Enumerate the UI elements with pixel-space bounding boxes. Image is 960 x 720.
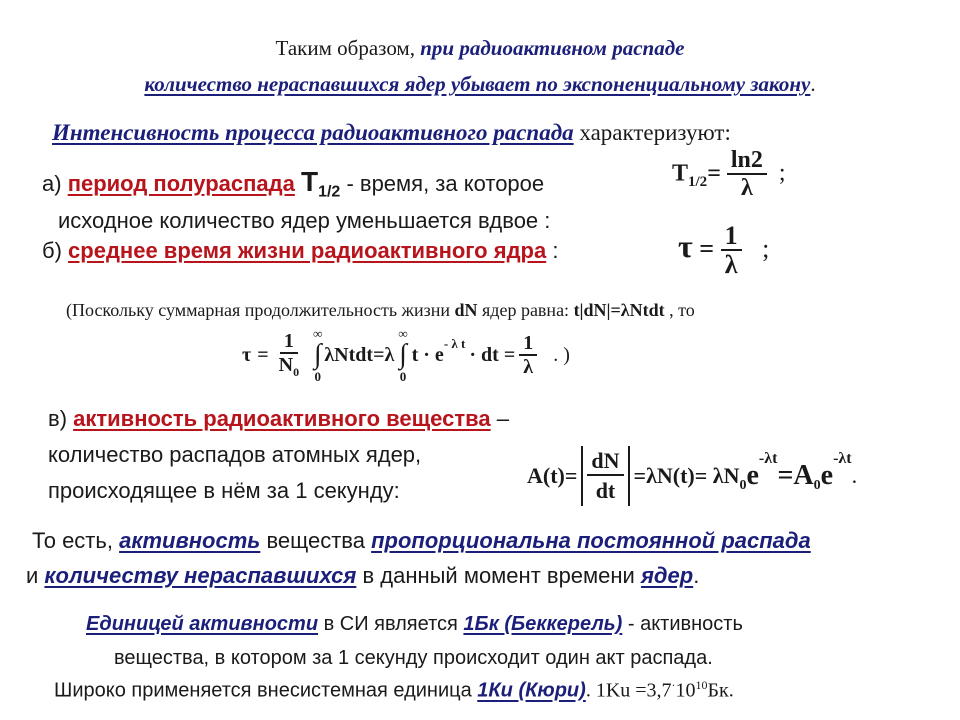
note-expression: t|dN|=λNtdt (573, 300, 665, 320)
lifetime-note (66, 300, 695, 321)
half-life-formula (672, 148, 786, 202)
formula-a-end: ; (778, 160, 786, 187)
intro-emphasis: при радиоактивном распаде (420, 36, 685, 60)
item-c-dash: – (490, 406, 509, 431)
item-a-line-2: исходное количество ядер уменьшается вдвое : (58, 208, 551, 233)
formula-b-lhs: τ (678, 227, 693, 264)
integral-lower-2: 0 (399, 368, 407, 384)
units-activity-unit: Единицей активности (86, 613, 319, 635)
integral-formula (242, 322, 570, 388)
units-becquerel: 1Бк (Беккерель) (463, 613, 623, 635)
intensity-heading (52, 120, 731, 146)
note-text: (Поскольку суммарная продолжительность жизни (66, 300, 455, 320)
thatis-activity: активность (119, 528, 261, 553)
intro-period: . (810, 72, 816, 96)
formula-c-sub-0: 0 (739, 478, 747, 493)
activity-formula (527, 440, 857, 512)
activity-term: активность радиоактивного вещества (73, 406, 491, 431)
item-a-prefix: а) (42, 171, 68, 196)
thatis-proportional: пропорциональна постоянной распада (371, 528, 811, 553)
thatis-line-1 (32, 528, 811, 554)
item-b-colon: : (546, 238, 559, 263)
units-line-1 (86, 613, 743, 636)
formula-b-fraction (721, 222, 742, 280)
integral-symbol-1: ∫ (313, 339, 322, 371)
thatis-p4: в данный момент времени (356, 563, 641, 588)
formula-c-lhs: A(t)= (527, 463, 578, 488)
integral-symbol-2: ∫ (399, 339, 407, 371)
integral-den-1: N (278, 353, 294, 376)
item-b-line (42, 238, 558, 264)
formula-c-abs-fraction (581, 446, 629, 506)
integral-body-3: · dt = (469, 343, 516, 366)
formula-c-exp-1: -λt (758, 450, 778, 467)
intensity-rest: характеризуют: (573, 120, 731, 145)
formula-a-num: ln2 (727, 148, 767, 175)
integral-den-2: λ (523, 355, 534, 378)
thatis-p5: . (693, 563, 700, 588)
note-text-2: ядер равна: (477, 300, 574, 320)
item-b-prefix: б) (42, 238, 69, 263)
units-p3: Широко применяется внесистемная единица (54, 679, 478, 702)
integral-upper-2: ∞ (398, 326, 408, 342)
formula-c-eq-a: =A (777, 460, 814, 491)
integral-end: . ) (553, 343, 570, 366)
formula-a-lhs: T (672, 160, 689, 187)
half-life-symbol-sub: 1/2 (318, 183, 341, 201)
formula-c-end: . (851, 463, 858, 488)
integral-upper-1: ∞ (313, 326, 323, 342)
item-c-prefix: в) (48, 406, 74, 431)
formula-c-exp-2: -λt (833, 450, 852, 467)
units-dot: · (671, 678, 676, 692)
units-p2: - активность (622, 613, 743, 635)
mean-lifetime-term: среднее время жизни радиоактивного ядра (68, 238, 547, 263)
units-p5: Бк. (707, 679, 734, 702)
units-curie: 1Ки (Кюри) (477, 679, 586, 702)
intro-line-1 (0, 36, 960, 61)
exponential-law-statement: количество нераспавшихся ядер убывает по экспоненциальному закону (144, 72, 811, 96)
item-a-line-1 (42, 166, 544, 201)
integral-eq: = (257, 343, 269, 366)
formula-c-e-2: e (820, 460, 834, 491)
integral-sign-1 (313, 327, 322, 382)
integral-fraction-2 (519, 333, 537, 378)
intro-line-2 (0, 72, 960, 97)
units-pow-base: 10 (675, 679, 696, 702)
item-a-rest: - время, за которое (340, 171, 545, 196)
integral-exponent: - λ t (443, 336, 466, 351)
units-p1: в СИ является (318, 613, 464, 635)
note-text-3: , то (664, 300, 695, 320)
units-pow-exp: 10 (695, 678, 708, 692)
formula-a-lhs-sub: 1/2 (688, 174, 708, 191)
integral-body-1: λNtdt (324, 343, 374, 366)
formula-b-end: ; (762, 233, 770, 263)
formula-c-num: dN (587, 448, 623, 476)
formula-c-mid: =λN(t)= λN (633, 463, 740, 488)
integral-lower-1: 0 (314, 368, 321, 384)
note-dn: dN (454, 300, 478, 320)
integral-tau: τ (242, 343, 252, 366)
integral-fraction-1 (275, 331, 303, 379)
mean-lifetime-formula (678, 222, 769, 280)
formula-c-e: e (746, 460, 759, 491)
formula-c-den: dt (595, 478, 616, 503)
half-life-term: период полураспада (67, 171, 295, 196)
item-c-line-2: количество распадов атомных ядер, (48, 442, 422, 467)
integral-eq-2: =λ (373, 343, 395, 366)
formula-a-den: λ (740, 175, 753, 202)
thatis-undecayed: количеству нераспавшихся (44, 563, 357, 588)
formula-b-den: λ (724, 250, 738, 280)
thatis-line-2 (26, 563, 699, 589)
integral-num-2: 1 (519, 333, 537, 356)
integral-num-1: 1 (280, 331, 298, 354)
units-line-2: вещества, в котором за 1 секунду происходит один акт распада. (114, 647, 713, 669)
item-c-line-3: происходящее в нём за 1 секунду: (48, 478, 400, 503)
thatis-nuclei: ядер (640, 563, 694, 588)
formula-a-eq: = (707, 160, 721, 187)
formula-b-eq: = (699, 233, 715, 263)
thatis-p3: и (26, 563, 45, 588)
thatis-p1: То есть, (32, 528, 120, 553)
intensity-term: Интенсивность процесса радиоактивного распада (52, 120, 574, 145)
integral-body-2: t · e (411, 343, 444, 366)
intro-plain: Таким образом, (275, 36, 421, 60)
formula-c-sub-1: 0 (813, 478, 821, 493)
integral-den-1-sub: 0 (293, 364, 300, 379)
thatis-p2: вещества (260, 528, 372, 553)
formula-a-fraction (727, 148, 767, 202)
half-life-symbol: T (300, 166, 319, 197)
item-c-line-1 (48, 406, 509, 432)
units-line-3 (54, 678, 734, 703)
integral-sign-2 (398, 327, 407, 382)
formula-b-num: 1 (721, 222, 742, 251)
units-p4: . 1Ku =3,7 (585, 679, 672, 702)
